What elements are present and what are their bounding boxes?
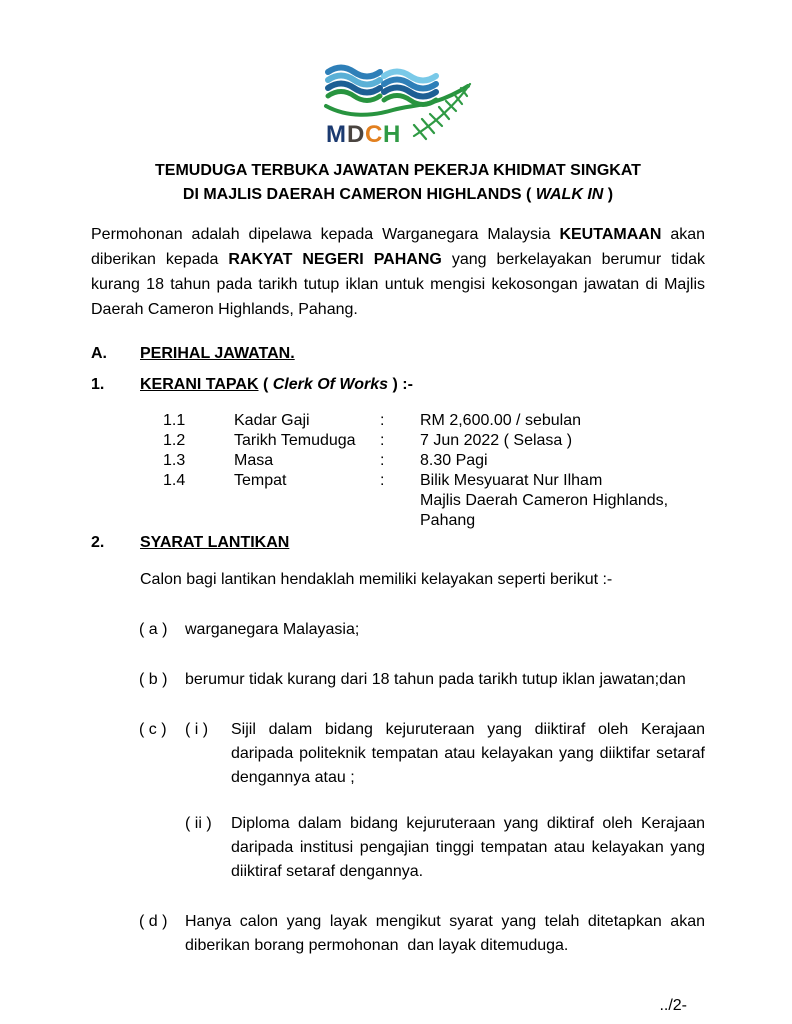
page-continuation-marker: ../2- [659,997,687,1014]
item-c-subitems [185,718,710,884]
logo-letter-m: M [326,121,346,146]
section-a-title: PERIHAL JAWATAN. [140,345,295,362]
title-walk-in: WALK IN [535,186,604,203]
section-2-number: 2. [91,534,105,551]
detail-value: 8.30 Pagi [420,452,488,469]
detail-value-multiline [420,471,705,531]
intro-text-1: Permohonan adalah dipelawa kepada Warganegara Malaysia [91,226,560,243]
fern-leaf-icon [414,84,470,139]
detail-label: Tarikh Temuduga [234,432,356,449]
section-1-paren-close: ) :- [388,376,413,393]
logo-waves-right [384,72,436,105]
intro-bold-keutamaan: KEUTAMAAN [559,226,662,243]
requirement-item-d [91,910,710,958]
item-marker-c-ii: ( ii ) [185,815,212,832]
detail-row-venue [91,471,705,531]
item-marker-c: ( c ) [139,721,167,738]
detail-num: 1.3 [163,452,186,469]
item-marker-c-i: ( i ) [185,721,209,738]
title-line-2 [91,183,705,207]
requirements-intro: Calon bagi lantikan hendaklah memiliki kelayakan seperti berikut :- [140,571,613,588]
detail-num: 1.4 [163,472,186,489]
section-1-clerk-of-works: Clerk Of Works [272,376,389,393]
detail-num: 1.2 [163,432,186,449]
requirement-item-c-ii [185,812,710,884]
detail-colon: : [380,452,385,469]
detail-colon: : [380,432,385,449]
requirement-item-c-i [185,718,710,790]
job-details-table [91,411,705,531]
title-line-1: TEMUDUGA TERBUKA JAWATAN PEKERJA KHIDMAT SINGKAT [155,162,641,179]
detail-colon: : [380,472,385,489]
section-2-title: SYARAT LANTIKAN [140,534,290,551]
logo-letter-h: H [383,121,401,146]
intro-paragraph [91,222,705,322]
item-marker-d: ( d ) [139,913,168,930]
logo-letters [326,121,400,146]
section-1-title [140,376,413,394]
intro-text-2: akan diberikan kepada [91,226,706,268]
logo-letter-d: D [347,121,365,146]
section-2-heading [91,534,705,552]
title-line-2-prefix: DI MAJLIS DAERAH CAMERON HIGHLANDS ( [182,186,536,203]
detail-label: Kadar Gaji [234,412,310,429]
section-1-heading [91,376,705,394]
requirement-item-b [91,668,705,692]
detail-value: 7 Jun 2022 ( Selasa ) [420,432,573,449]
intro-text-3: yang berkelayakan berumur tidak kurang 18 tahun pada tarikh tutup iklan untuk mengisi kekosongan jawatan di Majlis Daerah Cameron Highlands, Pahang. [91,251,706,318]
item-text-c-ii: Diploma dalam bidang kejuruteraan yang diktiraf oleh Kerajaan daripada institusi pengajian tinggi tempatan atau kelayakan yang diiktiraf setaraf dengannya. [231,815,710,880]
title-line-2-suffix: ) [603,186,614,203]
detail-colon: : [380,412,385,429]
detail-row-time [91,451,705,471]
mdch-logo [318,56,478,146]
section-1-paren-open: ( [258,376,273,393]
detail-row-salary [91,411,705,431]
section-a-letter: A. [91,345,107,362]
item-text-c-i: Sijil dalam bidang kejuruteraan yang diiktiraf oleh Kerajaan daripada politeknik tempatan atau kelayakan yang diiktifar setaraf dengannya atau ; [231,721,710,786]
detail-row-interview-date [91,431,705,451]
venue-line-1: Bilik Mesyuarat Nur Ilham [420,472,603,489]
item-text-a: warganegara Malayasia; [185,621,360,638]
logo-waves-left [328,68,380,101]
requirement-item-a [91,618,705,642]
section-a-heading [91,345,705,363]
detail-label: Tempat [234,472,287,489]
section-1-title-underlined: KERANI TAPAK [140,376,259,393]
document-title [91,159,705,207]
venue-line-2: Majlis Daerah Cameron Highlands, [420,492,669,509]
venue-line-3: Pahang [420,512,476,529]
detail-label: Masa [234,452,274,469]
logo-letter-c: C [365,121,383,146]
section-1-number: 1. [91,376,105,393]
detail-num: 1.1 [163,412,186,429]
item-text-d: Hanya calon yang layak mengikut syarat yang telah ditetapkan akan diberikan borang permohonan dan layak ditemuduga. [185,913,710,954]
item-text-b: berumur tidak kurang dari 18 tahun pada tarikh tutup iklan jawatan;dan [185,671,686,688]
item-marker-a: ( a ) [139,621,168,638]
requirement-item-c [91,718,710,884]
item-marker-b: ( b ) [139,671,168,688]
intro-bold-rakyat-pahang: RAKYAT NEGERI PAHANG [228,251,442,268]
mdch-logo-graphic [318,56,478,146]
detail-value: RM 2,600.00 / sebulan [420,412,581,429]
